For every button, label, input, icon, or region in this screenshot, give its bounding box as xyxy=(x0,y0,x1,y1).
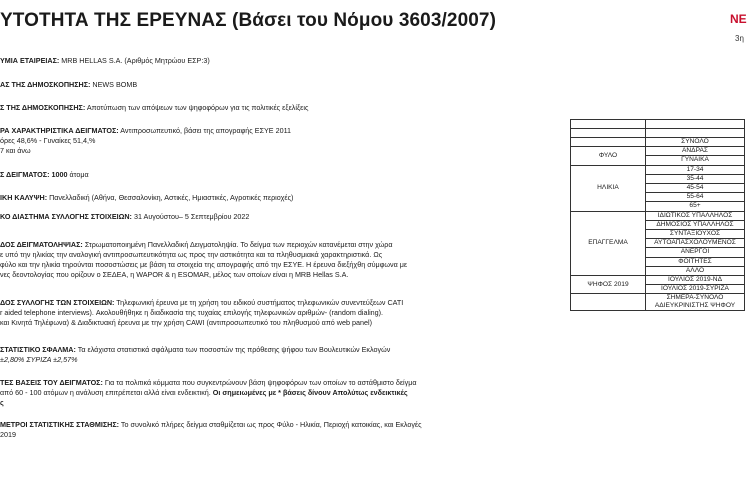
collection-label: ΔΟΣ ΣΥΛΛΟΓΗΣ ΤΩΝ ΣΤΟΙΧΕΙΩΝ: xyxy=(0,298,115,307)
period-field xyxy=(0,212,249,222)
base-line3: ς xyxy=(0,398,4,407)
table-cell: 17-34 xyxy=(646,165,745,174)
table-cell xyxy=(571,138,646,147)
company-value: MRB HELLAS S.A. (Αριθμός Μητρώου ΕΣΡ:3) xyxy=(59,56,210,65)
table-row xyxy=(571,211,745,220)
table-cell: ΑΝΔΡΑΣ xyxy=(646,147,745,156)
client-value: NEWS BOMB xyxy=(90,80,138,89)
table-row xyxy=(571,147,745,156)
method-value: Στρωματοποιημένη Πανελλαδική Δειγματοληψία. Το δείγμα των περιοχών κατανέμεται στην χώρα xyxy=(82,240,393,249)
sample-value: Αντιπροσωπευτικό, βάσει της απογραφής ΕΣΥΕ 2011 xyxy=(118,126,292,135)
table-cell xyxy=(571,120,646,129)
size-value: 1000 xyxy=(51,170,68,179)
period-label: ΚΟ ΔΙΑΣΤΗΜΑ ΣΥΛΛΟΓΗΣ ΣΤΟΙΧΕΙΩΝ: xyxy=(0,212,132,221)
table-cell: ΙΟΥΛΙΟΣ 2019-ΣΥΡΙΖΑ xyxy=(646,285,745,294)
table-cell: 55-64 xyxy=(646,193,745,202)
method-line3: φύλο και την ηλικία τηρούνται ποσοστώσεις με βάση τα στοιχεία της απογραφής από την ΕΣΥΕ. Η έρευνα διεξήχθη σύμφωνα με xyxy=(0,260,408,269)
table-row xyxy=(571,276,745,285)
sample-line3: 7 και άνω xyxy=(0,146,31,155)
table-cell: ΙΔΙΩΤΙΚΟΣ ΥΠΑΛΛΗΛΟΣ xyxy=(646,211,745,220)
base-value: Για τα πολιτικά κόμματα που συγκεντρώνουν βάση ψηφοφόρων των οποίων το αστάθμιστο δείγμα xyxy=(102,378,417,387)
table-cell: 35-44 xyxy=(646,174,745,183)
method-label: ΔΟΣ ΔΕΙΓΜΑΤΟΛΗΨΙΑΣ: xyxy=(0,240,83,249)
size-unit: άτομα xyxy=(67,170,89,179)
table-cell: ΔΗΜΟΣΙΟΣ ΥΠΑΛΛΗΛΟΣ xyxy=(646,220,745,229)
collection-value: Τηλεφωνική έρευνα με τη χρήση του ειδικού συστήματος τηλεφωνικών συνεντεύξεων CATI xyxy=(114,298,404,307)
table-cell: ΑΛΛΟ xyxy=(646,266,745,275)
sample-field xyxy=(0,126,291,156)
group-label xyxy=(571,294,646,311)
group-label: ΦΥΛΟ xyxy=(571,147,646,165)
error-label: ΣΤΑΤΙΣΤΙΚΟ ΣΦΑΛΜΑ: xyxy=(0,345,76,354)
base-field xyxy=(0,378,417,408)
table-cell: ΦΟΙΤΗΤΕΣ xyxy=(646,257,745,266)
table-cell xyxy=(646,129,745,138)
company-label: ΥΜΙΑ ΕΤΑΙΡΕΙΑΣ: xyxy=(0,56,60,65)
method-line4: νες δεοντολογίας που ορίζουν ο ΣΕΔΕΑ, η WAPOR & η ESOMAR, μέλος των οποίων είναι η MRB Hellas S.A. xyxy=(0,270,349,279)
table-row xyxy=(571,294,745,311)
table-cell: ΣΗΜΕΡΑ-ΣΥΝΟΛΟ ΑΔΙΕΥΚΡΙΝΙΣΤΗΣ ΨΗΦΟΥ xyxy=(646,294,745,311)
table-row xyxy=(571,165,745,174)
size-field xyxy=(0,170,89,180)
period-value: 31 Αυγούστου– 5 Σεπτεμβρίου 2022 xyxy=(131,212,250,221)
collection-line3: και Κινητά Τηλέφωνα) & Διαδικτυακή έρευνα με την χρήση CAWI (αντιπροσωπευτικό του πληθυσμού από web panel) xyxy=(0,318,372,327)
table-row xyxy=(571,129,745,138)
purpose-label: Σ ΤΗΣ ΔΗΜΟΣΚΟΠΗΣΗΣ: xyxy=(0,103,86,112)
base-label: ΤΕΣ ΒΑΣΕΙΣ ΤΟΥ ΔΕΙΓΜΑΤΟΣ: xyxy=(0,378,103,387)
page-title: ΥΤΟΤΗΤΑ ΤΗΣ ΕΡΕΥΝΑΣ (Βάσει του Νόμου 3603/2007) xyxy=(0,10,496,31)
table-cell xyxy=(646,120,745,129)
table-cell: ΓΥΝΑΙΚΑ xyxy=(646,156,745,165)
table-row xyxy=(571,138,745,147)
method-field xyxy=(0,240,407,280)
company-field xyxy=(0,56,210,66)
coverage-label: ΙΚΗ ΚΑΛΥΨΗ: xyxy=(0,193,48,202)
client-label: ΑΣ ΤΗΣ ΔΗΜΟΣΚΟΠΗΣΗΣ: xyxy=(0,80,91,89)
table-cell: 45-54 xyxy=(646,184,745,193)
table-cell xyxy=(571,129,646,138)
size-label: Σ ΔΕΙΓΜΑΤΟΣ: xyxy=(0,170,50,179)
purpose-value: Αποτύπωση των απόψεων των ψηφοφόρων για τις πολιτικές εξελίξεις xyxy=(85,103,309,112)
coverage-field xyxy=(0,193,293,203)
brand-logo: NE xyxy=(730,12,747,26)
group-label: ΕΠΑΓΓΕΛΜΑ xyxy=(571,211,646,275)
collection-field xyxy=(0,298,403,328)
purpose-field xyxy=(0,103,308,113)
table-cell: ΑΝΕΡΓΟΙ xyxy=(646,248,745,257)
table-cell: ΣΥΝΤΑΞΙΟΥΧΟΣ xyxy=(646,230,745,239)
client-field xyxy=(0,80,137,90)
base-line2-bold: Οι σημειωμένες με * βάσεις δίνουν Απολύτως ενδεικτικές xyxy=(212,388,408,397)
group-label: ΗΛΙΚΙΑ xyxy=(571,165,646,211)
weight-field xyxy=(0,420,422,440)
base-line2: από 60 - 100 ατόμων η ανάλυση επιτρέπεται αλλά είναι ενδεικτική. xyxy=(0,388,213,397)
weight-line2: 2019 xyxy=(0,430,16,439)
table-cell: 65+ xyxy=(646,202,745,211)
sample-label: ΡΑ ΧΑΡΑΚΤΗΡΙΣΤΙΚΑ ΔΕΙΓΜΑΤΟΣ: xyxy=(0,126,119,135)
page-number: 3η xyxy=(735,34,744,43)
error-field xyxy=(0,345,390,365)
table-row xyxy=(571,120,745,129)
table-cell: ΙΟΥΛΙΟΣ 2019-ΝΔ xyxy=(646,276,745,285)
table-cell: ΑΥΤΟΑΠΑΣΧΟΛΟΥΜΕΝΟΣ xyxy=(646,239,745,248)
total-cell: ΣΥΝΟΛΟ xyxy=(646,138,745,147)
sample-line2: όρες 48,6% - Γυναίκες 51,4,% xyxy=(0,136,96,145)
coverage-value: Πανελλαδική (Αθήνα, Θεσσαλονίκη, Αστικές, Ημιαστικές, Αγροτικές περιοχές) xyxy=(47,193,294,202)
classification-table xyxy=(570,119,745,311)
group-label: ΨΗΦΟΣ 2019 xyxy=(571,276,646,294)
weight-label: ΜΕΤΡΟΙ ΣΤΑΤΙΣΤΙΚΗΣ ΣΤΑΘΜΙΣΗΣ: xyxy=(0,420,120,429)
weight-value: Το συνολικό πλήρες δείγμα σταθμίζεται ως προς Φύλο - Ηλικία, Περιοχή κατοικίας, και Εκλογές xyxy=(119,420,422,429)
collection-line2: r aided telephone interviews). Ακολουθήθηκε η διαδικασία της τυχαίας επιλογής τηλεφωνικών αριθμών- (random dialing). xyxy=(0,308,384,317)
method-line2: ε υπό την ηλικίας την αναλογική αντιπροσωπευτικότητα ως προς την αστικότητα και τα πληθυσμιακά χαρακτηριστικά. Ως xyxy=(0,250,383,259)
error-line2: ±2,80% ΣΥΡΙΖΑ ±2,57% xyxy=(0,355,78,364)
error-value: Τα ελάχιστα στατιστικά σφάλματα των ποσοστών της πρόθεσης ψήφου των Βουλευτικών Εκλογών xyxy=(75,345,391,354)
